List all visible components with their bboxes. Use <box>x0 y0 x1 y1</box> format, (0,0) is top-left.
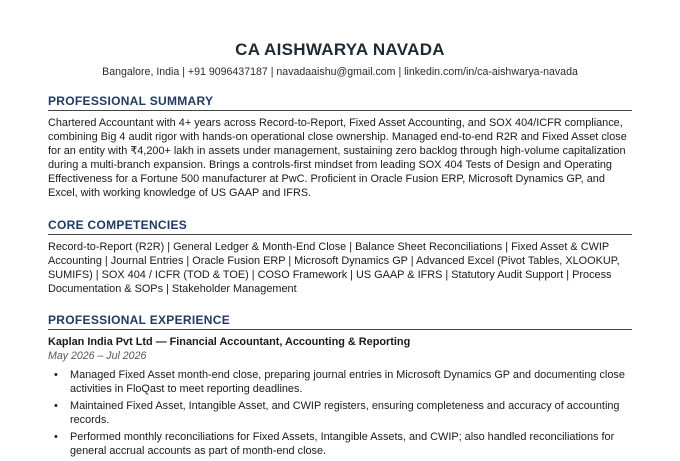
job-heading: Kaplan India Pvt Ltd — Financial Accountant, Accounting & Reporting <box>48 336 411 348</box>
job-dates: May 2026 – Jul 2026 <box>48 350 147 362</box>
job-bullet: • Managed Fixed Asset month-end close, preparing journal entries in Microsoft Dynamics GP and documenting close activities in FloQast to meet reporting deadlines. <box>48 368 632 396</box>
summary-text: Chartered Accountant with 4+ years across Record-to-Report, Fixed Asset Accounting, and SOX 404/ICFR compliance, combining Big 4 audit rigor with hands-on operational close ownership. Managed end-to-end R2R and Fixed Asset close for an entity with ₹4,200+ lakh in assets under management, sustaining zero backlog through high-volume capitalization during a multi-branch expansion. Brings a controls-first mindset from leading SOX 404 Tests of Design and Operating Effectiveness for a Fortune 500 manufacturer at PwC. Proficient in Oracle Fusion ERP, Microsoft Dynamics GP, and Excel, with working knowledge of US GAAP and IFRS. <box>48 117 627 199</box>
section-title-competencies: CORE COMPETENCIES <box>48 218 632 235</box>
job-bullets <box>48 368 632 458</box>
section-title-summary: PROFESSIONAL SUMMARY <box>48 94 632 111</box>
professional-summary-section <box>48 94 632 200</box>
core-competencies-section <box>48 218 632 296</box>
competencies-text: Record-to-Report (R2R) | General Ledger & Month-End Close | Balance Sheet Reconciliations | Fixed Asset & CWIP Accounting | Journal Entries | Oracle Fusion ERP | Microsoft Dynamics GP | Advanced Excel (Pivot Tables, XLOOKUP, SUMIFS) | SOX 404 / ICFR (TOD & TOE) | COSO Framework | US GAAP & IFRS | Statutory Audit Support | Process Documentation & SOPs | Stakeholder Management <box>48 241 620 295</box>
contact-line: Bangalore, India | +91 9096437187 | navadaaishu@gmail.com | linkedin.com/in/ca-aishwarya-navada <box>102 66 578 78</box>
job-bullet: • Performed monthly reconciliations for Fixed Assets, Intangible Assets, and CWIP; also handled reconciliations for general accrual accounts as part of month-end close. <box>48 430 632 458</box>
professional-experience-section <box>48 313 632 461</box>
section-title-experience: PROFESSIONAL EXPERIENCE <box>48 313 632 330</box>
job-bullet: • Maintained Fixed Asset, Intangible Asset, and CWIP registers, ensuring completeness and accuracy of accounting records. <box>48 399 632 427</box>
candidate-name: CA AISHWARYA NAVADA <box>235 40 445 59</box>
job-entry <box>48 336 632 458</box>
